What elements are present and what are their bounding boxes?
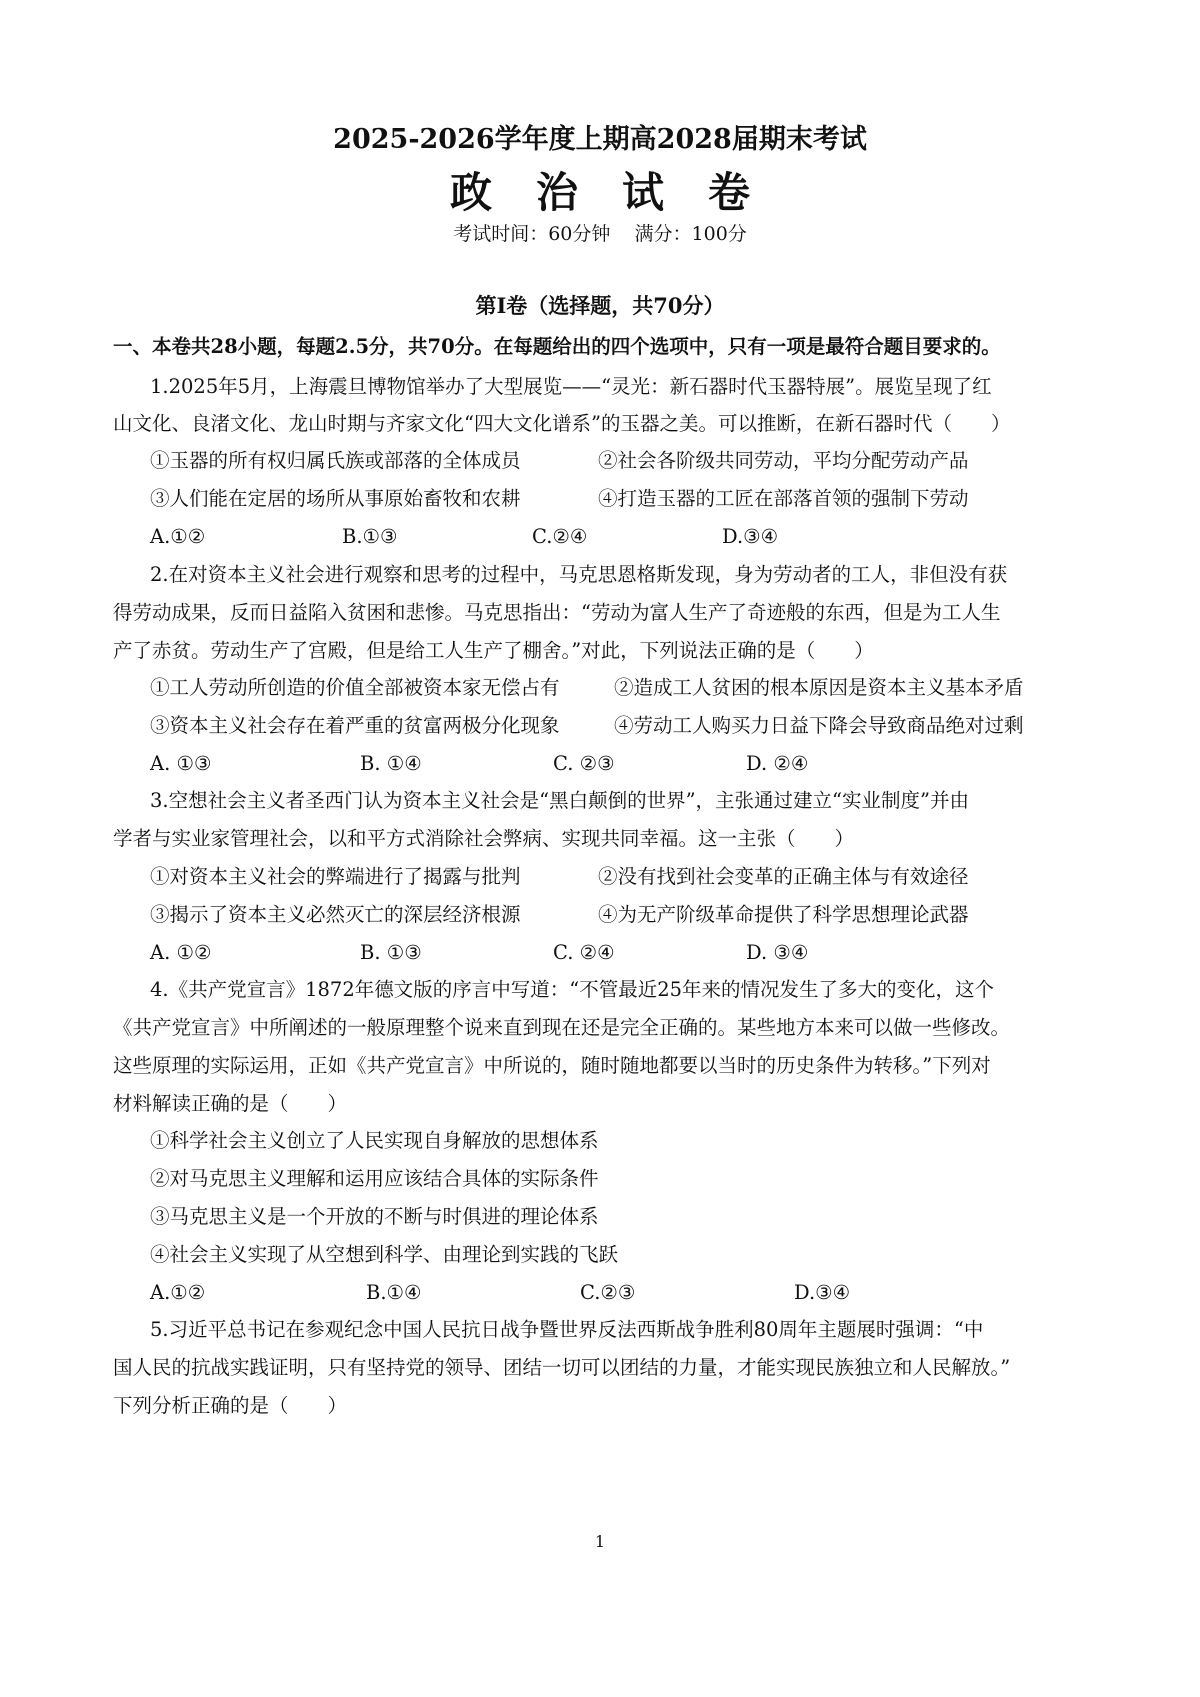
question-5-stem-line-1: 5.习近平总书记在参观纪念中国人民抗日战争暨世界反法西斯战争胜利80周年主题展时强调：“中 — [150, 1318, 984, 1341]
question-3-option-c[interactable]: C. ②④ — [553, 941, 615, 964]
question-3-statement-4: ④为无产阶级革命提供了科学思想理论武器 — [598, 903, 969, 926]
question-5-stem-line-2: 国人民的抗战实践证明，只有坚持党的领导、团结一切可以团结的力量，才能实现民族独立和人民解放。” — [113, 1356, 1011, 1379]
question-3-option-d[interactable]: D. ③④ — [746, 941, 809, 964]
question-3-stem-line-2: 学者与实业家管理社会，以和平方式消除社会弊病、实现共同幸福。这一主张（ ） — [113, 827, 855, 850]
question-1-option-c[interactable]: C.②④ — [532, 525, 588, 548]
exam-title: 2025-2026学年度上期高2028届期末考试 — [333, 124, 867, 155]
question-1-stem-line-1: 1.2025年5月，上海震旦博物馆举办了大型展览——“灵光：新石器时代玉器特展”。展览呈现了红 — [150, 375, 992, 398]
page-number: 1 — [594, 1532, 606, 1551]
question-2-option-d[interactable]: D. ②④ — [746, 752, 809, 775]
question-3-option-a[interactable]: A. ①② — [150, 941, 212, 964]
question-2-option-a[interactable]: A. ①③ — [150, 752, 212, 775]
exam-info: 考试时间：60分钟 满分：100分 — [453, 223, 747, 245]
question-4-option-d[interactable]: D.③④ — [794, 1281, 851, 1304]
question-1-statement-4: ④打造玉器的工匠在部落首领的强制下劳动 — [598, 487, 969, 510]
question-1-option-d[interactable]: D.③④ — [722, 525, 779, 548]
question-4-statement-1: ①科学社会主义创立了人民实现自身解放的思想体系 — [150, 1129, 599, 1152]
question-3-statement-1: ①对资本主义社会的弊端进行了揭露与批判 — [150, 865, 521, 888]
question-2-statement-2: ②造成工人贫困的根本原因是资本主义基本矛盾 — [614, 676, 1024, 699]
question-2-option-c[interactable]: C. ②③ — [553, 752, 615, 775]
question-1-option-b[interactable]: B.①③ — [342, 525, 398, 548]
question-2-statement-1: ①工人劳动所创造的价值全部被资本家无偿占有 — [150, 676, 560, 699]
question-4-stem-line-1: 4.《共产党宣言》1872年德文版的序言中写道：“不管最近25年来的情况发生了多大的变化，这个 — [150, 978, 995, 1001]
question-4-statement-4: ④社会主义实现了从空想到科学、由理论到实践的飞跃 — [150, 1243, 619, 1266]
subject-title: 政治试卷 — [449, 168, 794, 217]
section-title: 第Ⅰ卷（选择题，共70分） — [475, 293, 725, 318]
question-2-option-b[interactable]: B. ①④ — [360, 752, 422, 775]
question-4-option-c[interactable]: C.②③ — [580, 1281, 636, 1304]
question-1-statement-3: ③人们能在定居的场所从事原始畜牧和农耕 — [150, 487, 521, 510]
question-2-stem-line-3: 产了赤贫。劳动生产了宫殿，但是给工人生产了棚舍。”对此，下列说法正确的是（ ） — [113, 639, 874, 662]
question-4-stem-line-4: 材料解读正确的是（ ） — [113, 1092, 348, 1115]
question-4-statement-2: ②对马克思主义理解和运用应该结合具体的实际条件 — [150, 1167, 599, 1190]
question-2-statement-3: ③资本主义社会存在着严重的贫富两极分化现象 — [150, 714, 560, 737]
question-4-statement-3: ③马克思主义是一个开放的不断与时俱进的理论体系 — [150, 1205, 599, 1228]
question-3-option-b[interactable]: B. ①③ — [360, 941, 422, 964]
question-3-stem-line-1: 3.空想社会主义者圣西门认为资本主义社会是“黑白颠倒的世界”，主张通过建立“实业制度”并由 — [150, 789, 969, 812]
question-4-option-a[interactable]: A.①② — [150, 1281, 206, 1304]
section-instruction: 一、本卷共28小题，每题2.5分，共70分。在每题给出的四个选项中，只有一项是最符合题目要求的。 — [113, 335, 1001, 358]
question-3-statement-2: ②没有找到社会变革的正确主体与有效途径 — [598, 865, 969, 888]
question-1-statement-2: ②社会各阶级共同劳动，平均分配劳动产品 — [598, 449, 969, 472]
question-2-stem-line-2: 得劳动成果，反而日益陷入贫困和悲惨。马克思指出：“劳动为富人生产了奇迹般的东西，但是为工人生 — [113, 601, 1001, 624]
question-4-option-b[interactable]: B.①④ — [366, 1281, 422, 1304]
question-3-statement-3: ③揭示了资本主义必然灭亡的深层经济根源 — [150, 903, 521, 926]
question-4-stem-line-2: 《共产党宣言》中所阐述的一般原理整个说来直到现在还是完全正确的。某些地方本来可以做一些修改。 — [113, 1016, 1011, 1039]
question-2-stem-line-1: 2.在对资本主义社会进行观察和思考的过程中，马克思恩格斯发现，身为劳动者的工人，非但没有获 — [150, 563, 1008, 586]
question-1-option-a[interactable]: A.①② — [150, 525, 206, 548]
question-4-stem-line-3: 这些原理的实际运用，正如《共产党宣言》中所说的，随时随地都要以当时的历史条件为转移。”下列对 — [113, 1054, 991, 1077]
question-1-stem-line-2: 山文化、良渚文化、龙山时期与齐家文化“四大文化谱系”的玉器之美。可以推断，在新石器时代（ ） — [113, 412, 1011, 435]
question-5-stem-line-3: 下列分析正确的是（ ） — [113, 1394, 348, 1417]
question-2-statement-4: ④劳动工人购买力日益下降会导致商品绝对过剩 — [614, 714, 1024, 737]
question-1-statement-1: ①玉器的所有权归属氏族或部落的全体成员 — [150, 449, 521, 472]
